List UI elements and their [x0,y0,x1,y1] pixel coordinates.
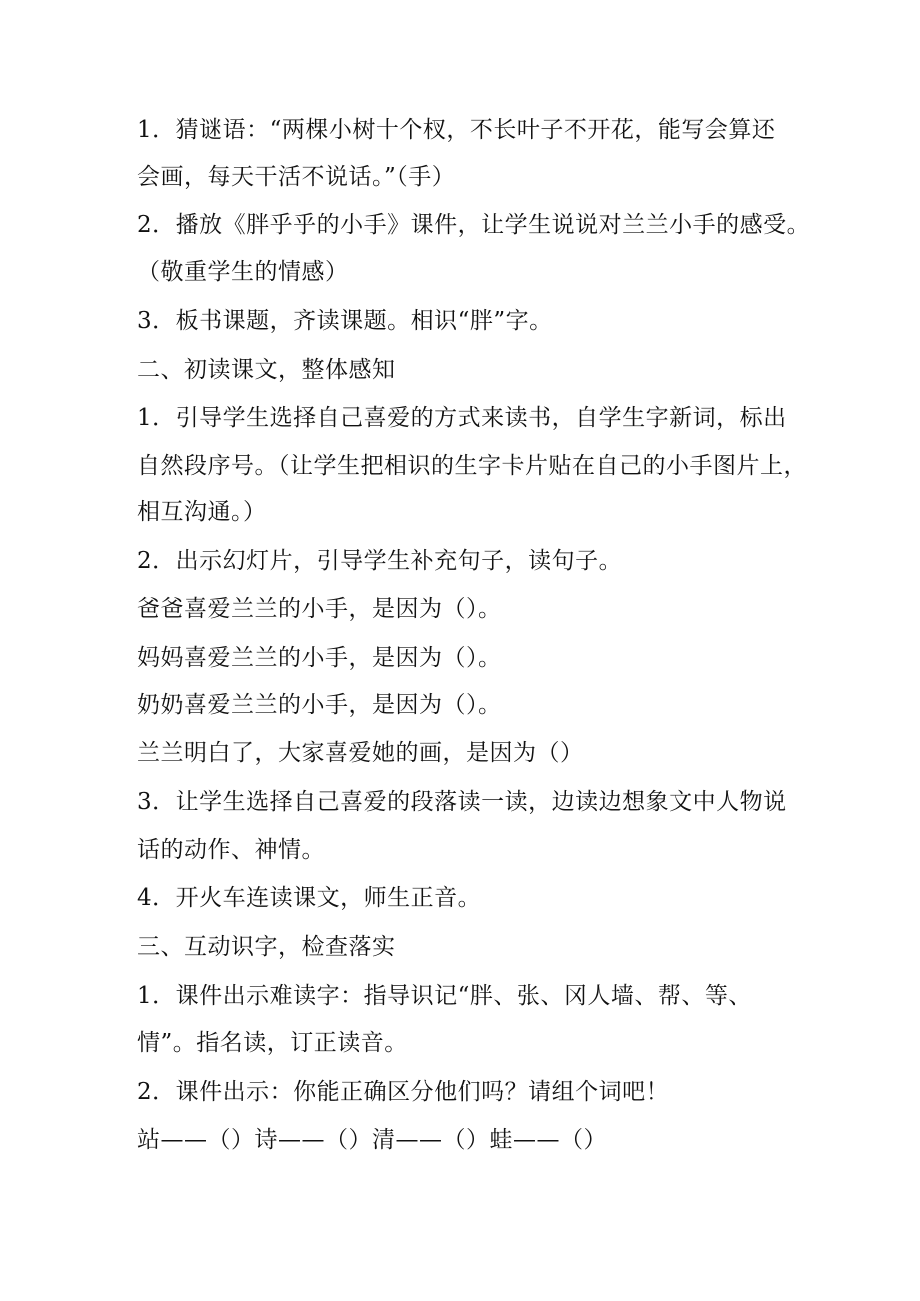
section-heading-interactive-literacy: 三、互动识字，检查落实 [137,934,396,960]
text-line-riddle-cont: 会画，每天干活不说话。”（手） [137,164,456,190]
text-line-actions-expressions: 话的动作、神情。 [137,837,325,863]
text-line-father-sentence: 爸爸喜爱兰兰的小手，是因为（）。 [137,596,502,622]
text-line-difficult-chars: 1．课件出示难读字：指导识记“胖、张、冈人墙、帮、等、 [137,983,752,1009]
text-line-blackboard-title: 3．板书课题，齐读课题。相识“胖”字。 [137,308,553,334]
text-line-name-reading: 情”。指名读，订正读音。 [137,1030,408,1056]
text-line-lanlan-sentence: 兰兰明白了，大家喜爱她的画，是因为（） [137,740,584,766]
text-line-respect-feelings: （敬重学生的情感） [137,259,349,285]
text-line-choose-paragraph: 3．让学生选择自己喜爱的段落读一读，边读边想象文中人物说 [137,789,787,815]
text-line-communicate: 相互沟通。） [137,499,267,525]
text-line-riddle: 1．猜谜语：“两棵小树十个杈，不长叶子不开花，能写会算还 [137,117,776,143]
text-line-paragraph-numbers: 自然段序号。（让学生把相识的生字卡片贴在自己的小手图片上， [137,453,807,479]
text-line-train-reading: 4．开火车连读课文，师生正音。 [137,885,482,911]
text-line-guide-reading: 1．引导学生选择自己喜爱的方式来读书，自学生字新词，标出 [137,405,787,431]
text-line-slides: 2．出示幻灯片，引导学生补充句子，读句子。 [137,548,623,574]
text-line-play-courseware: 2．播放《胖乎乎的小手》课件，让学生说说对兰兰小手的感受。 [137,212,811,238]
text-line-word-exercise: 站——（）诗——（）清——（）蛙——（） [137,1127,607,1153]
text-line-mother-sentence: 妈妈喜爱兰兰的小手，是因为（）。 [137,645,502,671]
section-heading-first-reading: 二、初读课文，整体感知 [137,357,396,383]
text-line-grandma-sentence: 奶奶喜爱兰兰的小手，是因为（）。 [137,692,502,718]
text-line-distinguish-words: 2．课件出示：你能正确区分他们吗？请组个词吧！ [137,1079,670,1105]
